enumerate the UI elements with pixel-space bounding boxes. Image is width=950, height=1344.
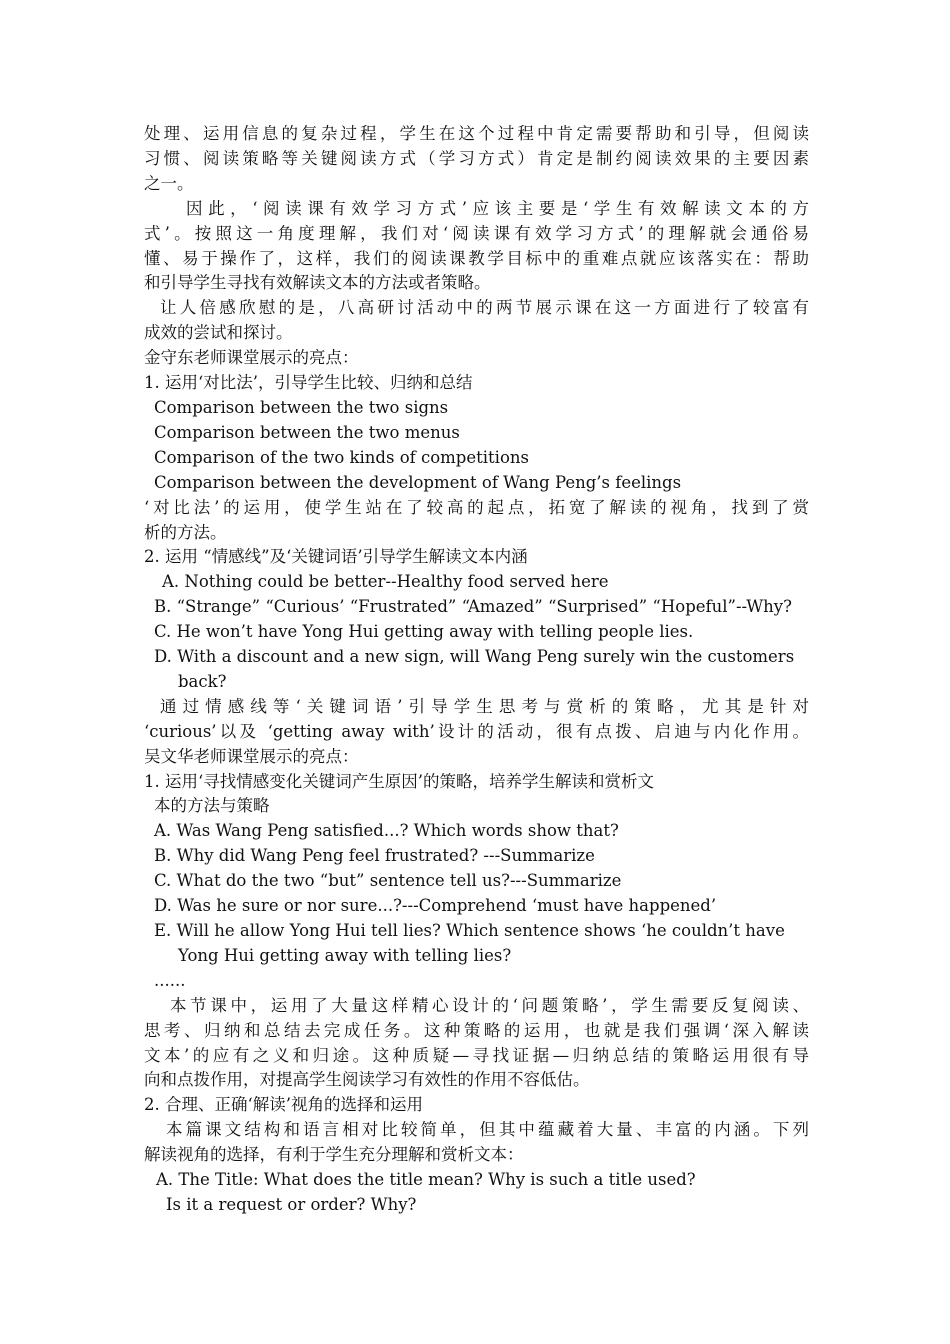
numbered-item: 1. 运用‘寻找情感变化关键词产生原因’的策略，培养学生解读和赏析文 <box>144 771 654 791</box>
paragraph-line: 懂、易于操作了，这样，我们的阅读课教学目标中的重难点就应该落实在：帮助 <box>144 248 809 268</box>
paragraph-line: 通过情感线等‘关键词语’引导学生思考与赏析的策略，尤其是针对 <box>160 696 809 716</box>
paragraph-line: 让人倍感欣慰的是，八高研讨活动中的两节展示课在这一方面进行了较富有 <box>160 298 809 318</box>
list-item-continuation: Yong Hui getting away with telling lies? <box>178 945 512 965</box>
list-item: C. What do the two “but” sentence tell us?---Summarize <box>154 871 622 891</box>
list-item: B. Why did Wang Peng feel frustrated? ---Summarize <box>154 846 595 866</box>
list-item: D. Was he sure or nor sure...?---Comprehend ‘must have happened’ <box>154 896 717 916</box>
paragraph-line: 解读视角的选择，有利于学生充分理解和赏析文本： <box>144 1145 524 1165</box>
paragraph-line: 本节课中，运用了大量这样精心设计的‘问题策略’，学生需要反复阅读、 <box>170 995 809 1015</box>
numbered-item: 2. 运用 “情感线”及‘关键词语’引导学生解读文本内涵 <box>144 547 528 567</box>
section-heading: 吴文华老师课堂展示的亮点： <box>144 746 359 766</box>
list-item: D. With a discount and a new sign, will Wang Peng surely win the customers <box>154 647 795 667</box>
list-item: Comparison of the two kinds of competitions <box>154 447 529 467</box>
paragraph-line: 文本’的应有之义和归途。这种质疑—寻找证据—归纳总结的策略运用很有导 <box>144 1045 809 1065</box>
numbered-item: 1. 运用‘对比法’，引导学生比较、归纳和总结 <box>144 373 473 393</box>
section-heading: 金守东老师课堂展示的亮点： <box>144 348 359 368</box>
list-item-continuation: back? <box>178 671 227 691</box>
list-item: E. Will he allow Yong Hui tell lies? Which sentence shows ‘he couldn’t have <box>154 921 785 940</box>
paragraph-line: 向和点拨作用，对提高学生阅读学习有效性的作用不容低估。 <box>144 1070 590 1090</box>
list-item: Comparison between the two menus <box>154 422 460 442</box>
paragraph-line: 之一。 <box>144 173 194 193</box>
numbered-item-continuation: 本的方法与策略 <box>154 796 270 816</box>
paragraph-line: 析的方法。 <box>144 522 227 542</box>
document-body <box>144 122 809 1218</box>
paragraph-line: ‘curious’以及 ‘getting away with’设计的活动，很有点拨、启迪与内化作用。 <box>144 721 809 741</box>
paragraph-line: 习惯、阅读策略等关键阅读方式（学习方式）肯定是制约阅读效果的主要因素 <box>144 148 809 168</box>
paragraph-line: 因此，‘阅读课有效学习方式’应该主要是‘学生有效解读文本的方 <box>186 198 809 218</box>
numbered-item: 2. 合理、正确‘解读’视角的选择和运用 <box>144 1095 423 1115</box>
list-item: Comparison between the two signs <box>154 397 449 417</box>
paragraph-line: 本篇课文结构和语言相对比较简单，但其中蕴藏着大量、丰富的内涵。下列 <box>166 1120 809 1140</box>
list-item: A. Was Wang Peng satisfied...? Which words show that? <box>154 821 619 841</box>
ellipsis: ...... <box>154 970 186 990</box>
paragraph-line: 和引导学生寻找有效解读文本的方法或者策略。 <box>144 273 491 293</box>
paragraph-line: 处理、运用信息的复杂过程，学生在这个过程中肯定需要帮助和引导，但阅读 <box>144 124 809 143</box>
list-item: A. Nothing could be better--Healthy food served here <box>162 572 609 592</box>
list-item: C. He won’t have Yong Hui getting away with telling people lies. <box>154 622 694 642</box>
list-item: Comparison between the development of Wang Peng’s feelings <box>154 472 682 492</box>
paragraph-line: 式’。按照这一角度理解，我们对‘阅读课有效学习方式’的理解就会通俗易 <box>144 223 809 243</box>
paragraph-line: ‘对比法’的运用，使学生站在了较高的起点，拓宽了解读的视角，找到了赏 <box>144 497 809 517</box>
list-item: A. The Title: What does the title mean? Why is such a title used? <box>156 1170 696 1190</box>
paragraph-line: 成效的尝试和探讨。 <box>144 323 293 343</box>
list-item: B. “Strange” “Curious’ “Frustrated” “Amazed” “Surprised” “Hopeful”--Why? <box>154 597 792 617</box>
paragraph-line: 思考、归纳和总结去完成任务。这种策略的运用，也就是我们强调‘深入解读 <box>144 1020 809 1040</box>
list-item-continuation: Is it a request or order? Why? <box>166 1194 417 1214</box>
